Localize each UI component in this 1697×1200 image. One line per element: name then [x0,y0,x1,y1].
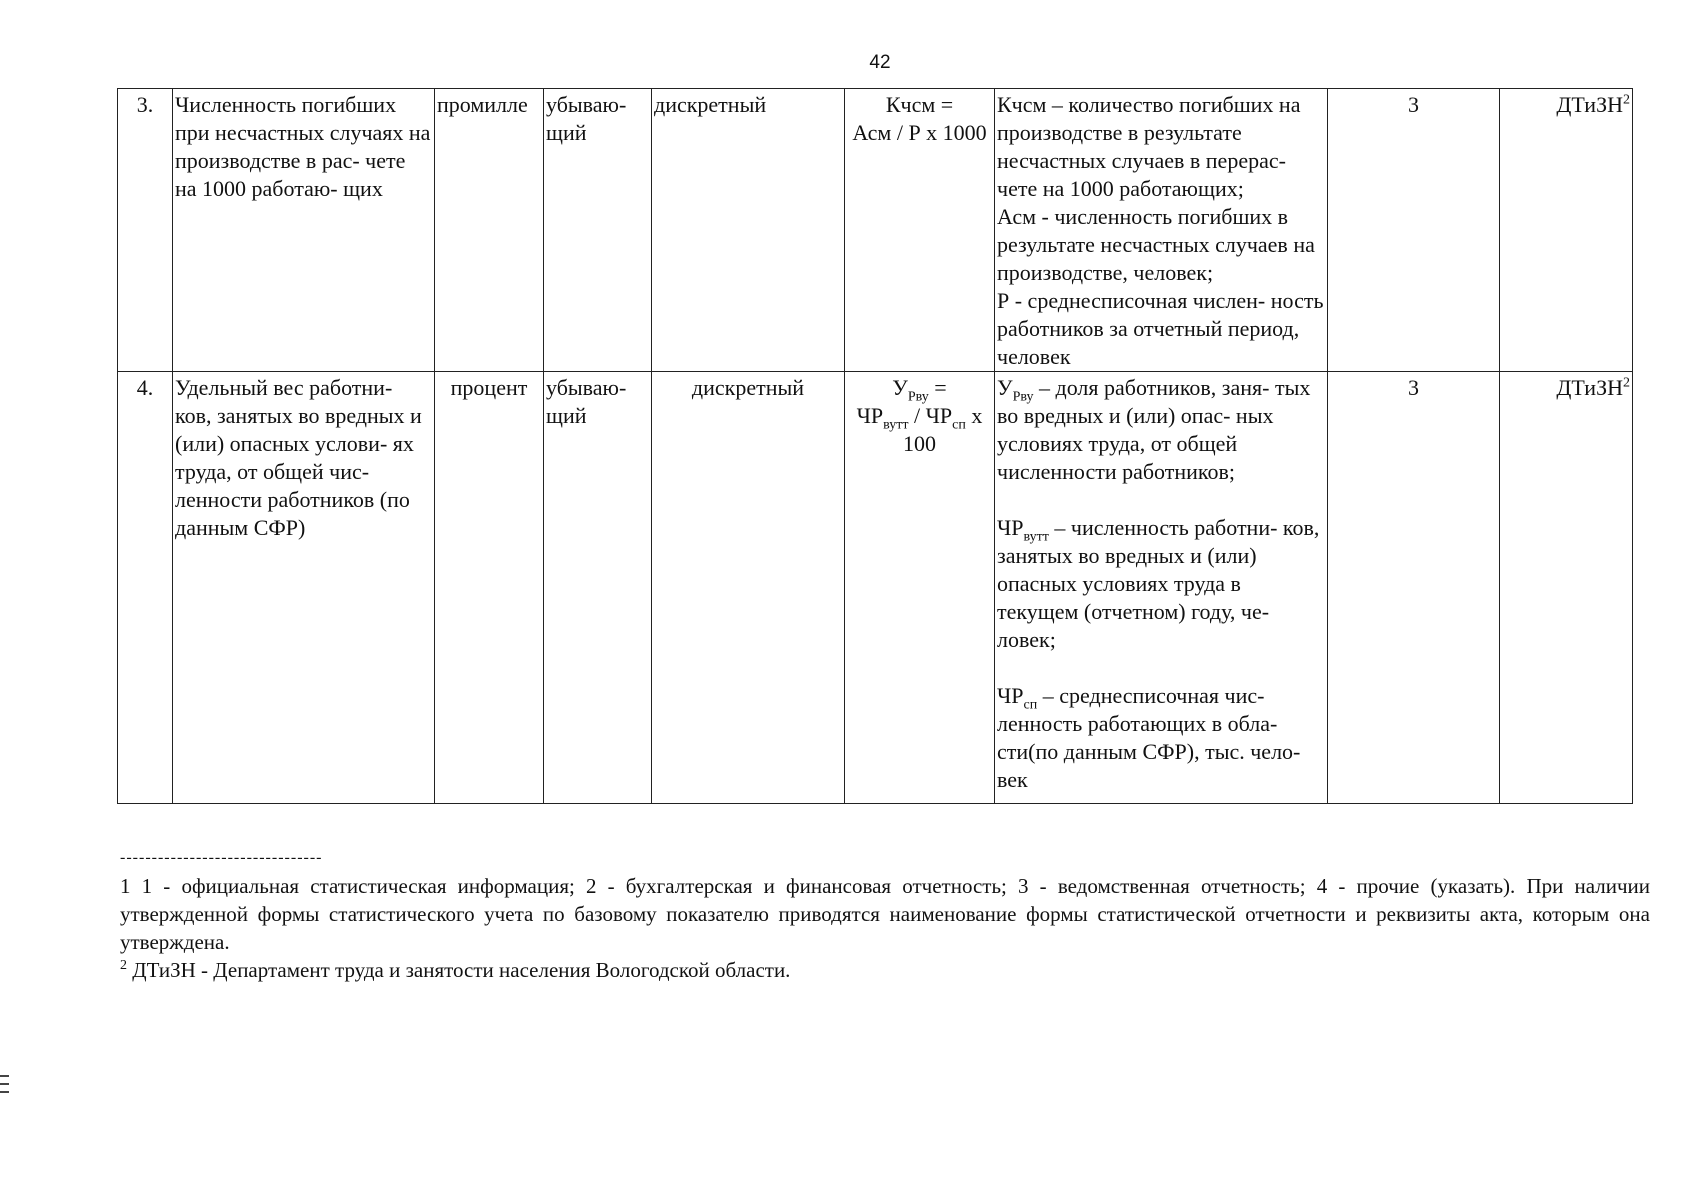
direction-cell: убываю- щий [544,372,652,804]
formula-symbol: / ЧР [908,403,953,428]
footnote-2 [120,956,1650,984]
row-number: 4. [118,372,173,804]
description-cell [995,372,1328,804]
footnotes [120,850,1650,984]
indicator-name: Численность погибших при несчастных случаях на производстве в рас- чете на 1000 работаю- щих [173,89,435,372]
description-paragraph [997,514,1325,654]
formula-line [847,374,992,405]
table-row [118,372,1633,804]
formula-subscript: вутт [1023,529,1049,545]
footnote-separator: -------------------------------- [120,849,323,866]
description-cell [995,89,1328,372]
formula-cell [845,89,995,372]
footnote-mark: 2 [120,958,127,973]
formula-symbol: ЧР [997,515,1024,540]
scan-edge-mark [0,1075,9,1099]
row-number: 3. [118,89,173,372]
formula-subscript: Рву [907,389,929,405]
formula-line [847,402,992,433]
description-paragraph: Р - среднесписочная числен- ность работников за отчетный период, человек [997,288,1324,369]
formula-symbol: х [965,403,983,428]
formula-subscript: сп [1023,697,1038,713]
description-text: – доля работников, заня- тых во вредных и (или) опас- ных условиях труда, от общей численности работников; [997,375,1311,484]
formula-symbol: ЧР [997,683,1024,708]
description-paragraph: Асм - численность погибших в результате несчастных случаев на производстве, человек; [997,204,1315,285]
table-row [118,89,1633,372]
spacer [997,486,1325,514]
description-paragraph [997,374,1325,486]
unit-cell: процент [435,372,544,804]
formula-symbol: У [997,375,1013,400]
description-paragraph: Кчсм – количество погибших на производстве в результате несчастных случаев в перерас- чете на 1000 работающих; [997,92,1301,201]
description-text: – численность работни- ков, занятых во вредных и (или) опасных условиях труда в текущем (отчетном) году, че- ловек; [997,515,1320,652]
unit-cell: промилле [435,89,544,372]
responsible-cell [1500,372,1633,804]
indicators-table [117,88,1633,804]
indicator-name: Удельный вес работни- ков, занятых во вредных и (или) опасных услови- ях труда, от общей чис- ленности работников (по данным СФР) [173,372,435,804]
formula-symbol: У [892,375,908,400]
formula-cell [845,372,995,804]
footnote-text: ДТиЗН - Департамент труда и занятости населения Вологодской области. [127,958,791,982]
description-paragraph [997,682,1325,794]
responsible-text: ДТиЗН [1556,92,1623,117]
footnote-1: 1 1 - официальная статистическая информация; 2 - бухгалтерская и финансовая отчетность; 3 - ведомственная отчетность; 4 - прочие (указать). При наличии утвержденной формы статистического учета по базовому показателю приводятся наименование формы статистической отчетности и реквизиты акта, которым она утверждена. [120,874,1650,954]
formula-line: Кчсм = [885,92,954,117]
direction-cell: убываю- щий [544,89,652,372]
description-text: – среднесписочная чис- ленность работающих в обла- сти(по данным СФР), тыс. чело- век [997,683,1301,792]
source-cell: 3 [1328,89,1500,372]
formula-line: Асм / Р х 1000 [852,120,987,145]
formula-subscript: вутт [883,417,909,433]
formula-subscript: сп [952,417,966,433]
source-cell: 3 [1328,372,1500,804]
page-number: 42 [869,52,891,73]
formula-subscript: Рву [1012,389,1034,405]
responsible-text: ДТиЗН [1556,375,1623,400]
spacer [997,654,1325,682]
responsible-cell [1500,89,1633,372]
type-cell: дискретный [652,89,845,372]
formula-symbol: ЧР [856,403,884,428]
footnote-ref: 2 [1623,92,1630,108]
formula-line: 100 [903,431,936,456]
footnote-ref: 2 [1623,375,1630,391]
type-cell: дискретный [652,372,845,804]
formula-symbol: = [928,375,947,400]
